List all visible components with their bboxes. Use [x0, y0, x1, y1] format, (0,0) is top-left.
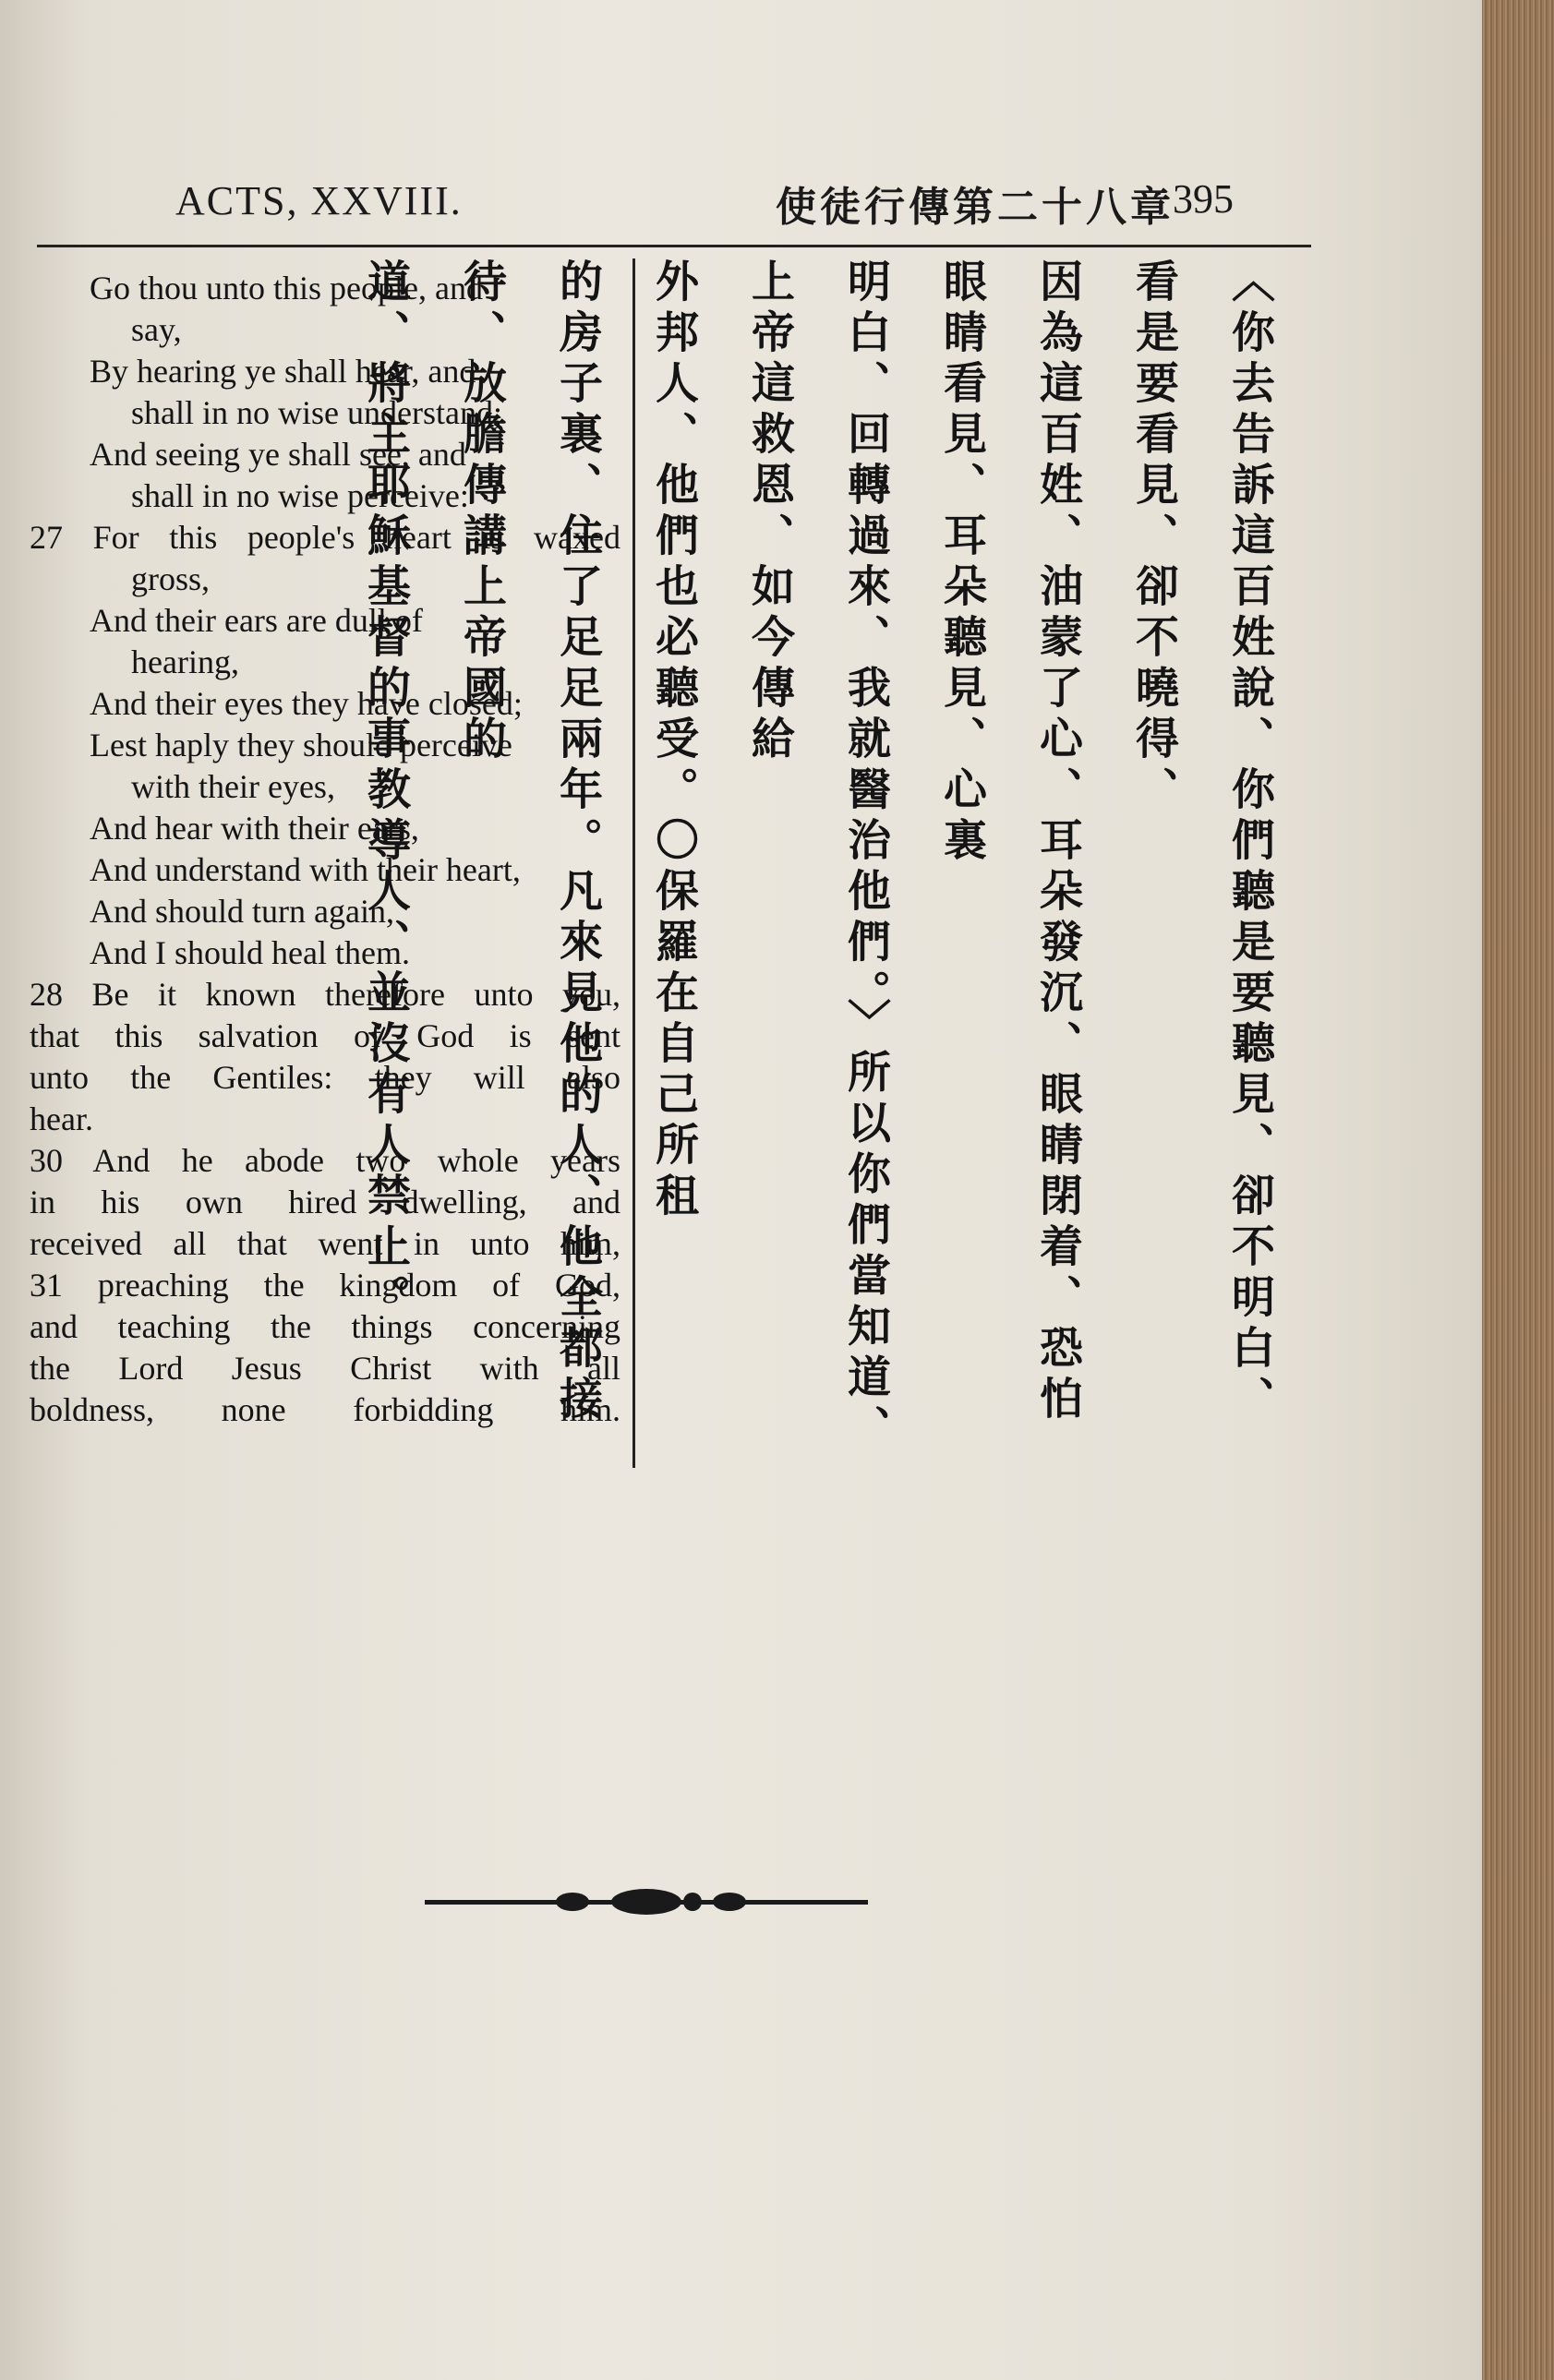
- english-line: Lest haply they should perceive: [90, 727, 512, 763]
- english-line: hear.: [30, 1100, 93, 1137]
- english-line: in his own hired dwelling, and: [30, 1184, 620, 1220]
- chinese-column: 外邦人、他們也必聽受。〇保羅在自己所租: [648, 258, 699, 1223]
- english-line: that this salvation of God is sent: [30, 1017, 620, 1054]
- page-edge-stack: [1482, 0, 1554, 2380]
- english-line: hearing,: [131, 643, 239, 680]
- running-title: ACTS, XXVIII.: [175, 178, 463, 223]
- chinese-column: 〈你去告訴這百姓說、你們聽是要聽見、卻不明白、看是要看見、卻不曉得、: [1128, 258, 1275, 1426]
- header-rule: [37, 245, 1311, 247]
- chinese-column: 因為這百姓、油蒙了心、耳朵發沉、眼睛閉着、恐怕眼睛看見、耳朵聽見、心裏: [936, 258, 1083, 1426]
- ornament-dot: [683, 1893, 702, 1911]
- english-line: 30 And he abode two whole years: [30, 1142, 620, 1179]
- english-line: And I should heal them.: [90, 934, 410, 971]
- english-line: And their ears are dull of: [90, 602, 423, 639]
- english-line: 31 preaching the kingdom of God,: [30, 1267, 620, 1304]
- running-header: [37, 166, 1311, 231]
- chinese-column: 道、將主耶穌基督的事教導人、並沒有人禁止。: [360, 258, 411, 1325]
- page-number: 395: [1173, 176, 1234, 222]
- english-line: 27 For this people's heart is waxed: [30, 519, 620, 556]
- english-line: And understand with their heart,: [90, 851, 521, 888]
- ornament-center: [611, 1889, 681, 1915]
- english-line: unto the Gentiles: they will also: [30, 1059, 620, 1096]
- ornament-diamond: [713, 1893, 746, 1911]
- ornament-diamond: [556, 1893, 589, 1911]
- english-line: And should turn again,: [90, 893, 394, 930]
- chinese-text-column: [360, 258, 1297, 1459]
- english-line: and teaching the things concerning: [30, 1308, 620, 1345]
- chinese-column: 的房子裏、住了足足兩年。凡來見他的人、他全都接待、放膽傳講上帝國的: [456, 258, 603, 1426]
- english-line: the Lord Jesus Christ with all: [30, 1350, 620, 1387]
- end-ornament: [425, 1883, 868, 1920]
- english-line: By hearing ye shall hear, and: [90, 353, 476, 390]
- english-line: gross,: [131, 560, 211, 597]
- chinese-running-title: 使徒行傳第二十八章: [776, 184, 1175, 231]
- english-line: And their eyes they have closed;: [90, 685, 523, 722]
- english-line: 28 Be it known therefore unto you,: [30, 976, 620, 1013]
- english-line: And hear with their ears,: [90, 810, 419, 847]
- english-line: with their eyes,: [131, 768, 335, 805]
- chinese-column: 明白、回轉過來、我就醫治他們。〉所以你們當知道、上帝這救恩、如今傳給: [744, 258, 891, 1456]
- english-line: Go thou unto this people, and: [90, 270, 483, 307]
- english-line: shall in no wise perceive:: [131, 477, 469, 514]
- english-line: shall in no wise understand;: [131, 394, 502, 431]
- english-line: say,: [131, 311, 182, 348]
- english-line: received all that went in unto him,: [30, 1225, 620, 1262]
- english-line: boldness, none forbidding him.: [30, 1391, 620, 1428]
- english-line: And seeing ye shall see, and: [90, 436, 466, 473]
